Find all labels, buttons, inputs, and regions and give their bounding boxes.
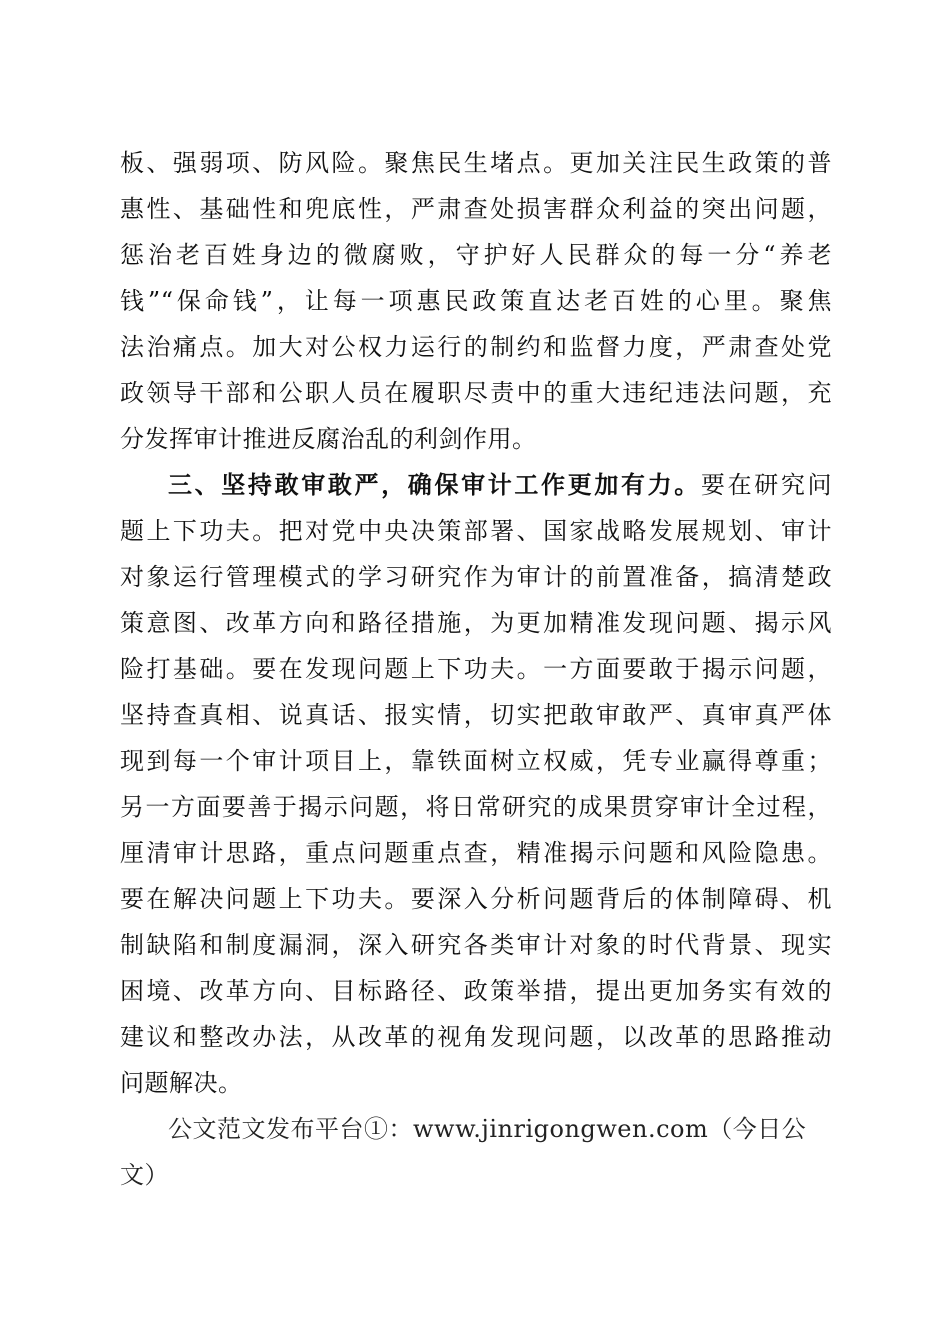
- text-line: 对象运行管理模式的学习研究作为审计的前置准备，搞清楚政: [120, 563, 832, 591]
- text-line: 困境、改革方向、目标路径、政策举措，提出更加务实有效的: [120, 977, 832, 1005]
- text-line: 惠性、基础性和兜底性，严肃查处损害群众利益的突出问题，: [120, 195, 832, 223]
- source-footer: [120, 1106, 832, 1198]
- section-heading: 三、坚持敢审敢严，确保审计工作更加有力。: [168, 471, 701, 499]
- text-line: 厘清审计思路，重点问题重点查，精准揭示问题和风险隐患。: [120, 839, 832, 867]
- text-line: 问题解决。: [120, 1069, 243, 1097]
- text-line: 法治痛点。加大对公权力运行的制约和监督力度，严肃查处党: [120, 333, 832, 361]
- document-page: [120, 140, 832, 1198]
- heading-line-rest: 要在研究问: [700, 471, 833, 499]
- text-line: 分发挥审计推进反腐治乱的利剑作用。: [120, 425, 537, 453]
- text-line: 惩治老百姓身边的微腐败，守护好人民群众的每一分“养老: [120, 241, 832, 269]
- text-line: 现到每一个审计项目上，靠铁面树立权威，凭专业赢得尊重；: [120, 747, 832, 775]
- text-line: 坚持查真相、说真话、报实情，切实把敢审敢严、真审真严体: [120, 701, 832, 729]
- text-line: 板、强弱项、防风险。聚焦民生堵点。更加关注民生政策的普: [120, 149, 832, 177]
- footer-line: 文）: [120, 1161, 169, 1189]
- text-line: 策意图、改革方向和路径措施，为更加精准发现问题、揭示风: [120, 609, 832, 637]
- section-heading-line: [120, 462, 832, 508]
- text-line: 要在解决问题上下功夫。要深入分析问题背后的体制障碍、机: [120, 885, 832, 913]
- text-line: 题上下功夫。把对党中央决策部署、国家战略发展规划、审计: [120, 517, 832, 545]
- text-line: 另一方面要善于揭示问题，将日常研究的成果贯穿审计全过程，: [120, 793, 832, 821]
- text-line: 制缺陷和制度漏洞，深入研究各类审计对象的时代背景、现实: [120, 931, 832, 959]
- text-line: 钱”“保命钱”，让每一项惠民政策直达老百姓的心里。聚焦: [120, 287, 832, 315]
- text-line: 建议和整改办法，从改革的视角发现问题，以改革的思路推动: [120, 1023, 832, 1051]
- paragraph-section-three: [120, 462, 832, 1106]
- paragraph-people-livelihood: [120, 140, 832, 462]
- text-line: 政领导干部和公职人员在履职尽责中的重大违纪违法问题，充: [120, 379, 832, 407]
- footer-line: 公文范文发布平台①：www.jinrigongwen.com（今日公: [168, 1115, 807, 1143]
- text-line: 险打基础。要在发现问题上下功夫。一方面要敢于揭示问题，: [120, 655, 832, 683]
